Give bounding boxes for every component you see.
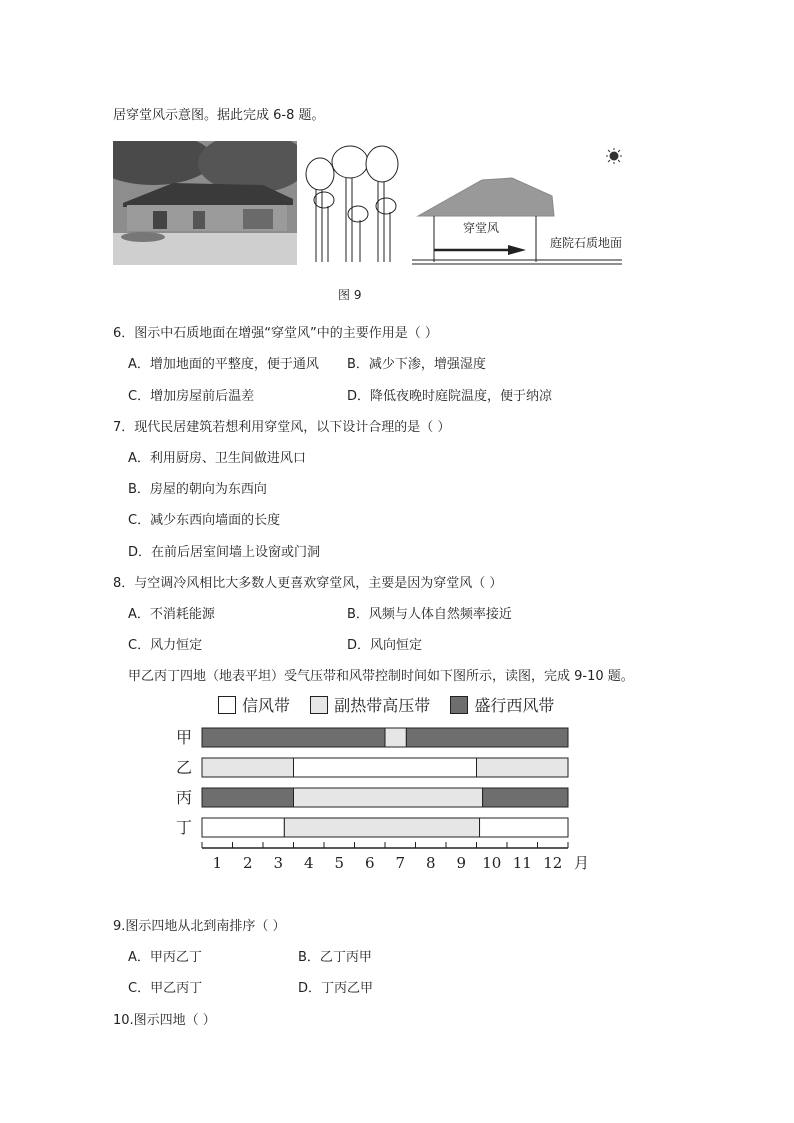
belt-segment	[385, 728, 406, 747]
row-label: 丙	[176, 788, 193, 807]
x-tick-label: 4	[303, 854, 314, 872]
belt-segment	[294, 788, 483, 807]
q7-option-b: B．房屋的朝向为东西向	[128, 482, 267, 497]
belt-segment	[202, 758, 294, 777]
q8-option-b: B．风频与人体自然频率接近	[347, 607, 512, 622]
q9-stem: 9.图示四地从北到南排序（ ）	[113, 919, 286, 934]
q7-option-c: C．减少东西向墙面的长度	[128, 513, 281, 528]
belt-segment	[202, 818, 284, 837]
x-tick-label: 2	[242, 854, 253, 872]
trees-drawing	[302, 144, 412, 270]
q6-stem: 6．图示中石质地面在增强“穿堂风”中的主要作用是（ ）	[113, 326, 438, 341]
legend-label: 盛行西风带	[474, 696, 555, 715]
x-tick-label: 9	[456, 854, 467, 872]
row-label: 丁	[176, 818, 193, 837]
courtyard-photo	[113, 141, 297, 265]
x-tick-label: 1	[212, 854, 223, 872]
x-unit: 月	[574, 854, 590, 872]
x-tick-label: 7	[395, 854, 406, 872]
x-tick-label: 8	[425, 854, 436, 872]
q6-option-a: A．增加地面的平整度，便于通风	[128, 357, 319, 372]
q8-option-c: C．风力恒定	[128, 638, 203, 653]
q8-stem: 8．与空调冷风相比大多数人更喜欢穿堂风，主要是因为穿堂风（ ）	[113, 576, 503, 591]
q7-option-a: A．利用厨房、卫生间做进风口	[128, 451, 306, 466]
belt-segment	[477, 758, 569, 777]
belt-segment	[202, 788, 294, 807]
q10-stem: 10.图示四地（ ）	[113, 1013, 216, 1028]
x-tick-label: 11	[512, 854, 532, 872]
legend-item-westerlies	[450, 696, 554, 715]
chart-legend	[218, 693, 554, 716]
label-wind: 穿堂风	[463, 221, 500, 235]
q8-option-a: A．不消耗能源	[128, 607, 215, 622]
q9-option-a: A．甲丙乙丁	[128, 950, 202, 965]
label-ground: 庭院石质地面	[550, 236, 623, 250]
x-tick-label: 10	[482, 854, 502, 872]
q9-option-d: D．丁丙乙甲	[298, 981, 374, 996]
x-tick-label: 3	[273, 854, 284, 872]
belt-segment	[284, 818, 479, 837]
row-label: 乙	[176, 758, 193, 777]
belt-segment	[480, 818, 568, 837]
house-schematic	[412, 146, 627, 274]
q7-stem: 7．现代民居建筑若想利用穿堂风，以下设计合理的是（ ）	[113, 420, 451, 435]
q7-option-d: D．在前后居室间墙上设窗或门洞	[128, 545, 321, 560]
belt-segment	[294, 758, 477, 777]
q8-option-d: D．风向恒定	[347, 638, 423, 653]
figure9-caption: 图 9	[338, 288, 362, 302]
legend-item-trade	[218, 696, 290, 715]
intro-q6-8: 居穿堂风示意图。据此完成 6-8 题。	[113, 108, 325, 123]
q6-option-c: C．增加房屋前后温差	[128, 389, 255, 404]
x-tick-label: 6	[364, 854, 375, 872]
intro-q9-10: 甲乙丙丁四地（地表平坦）受气压带和风带控制时间如下图所示，读图，完成 9-10 题。	[128, 669, 634, 684]
q6-option-d: D．降低夜晚时庭院温度，便于纳凉	[347, 389, 553, 404]
legend-item-subtropical-high	[310, 696, 430, 715]
belt-segment	[483, 788, 568, 807]
x-tick-label: 12	[543, 854, 563, 872]
legend-swatch	[310, 696, 328, 714]
belt-segment	[202, 728, 385, 747]
legend-swatch	[450, 696, 468, 714]
belt-chart	[160, 722, 610, 874]
legend-swatch	[218, 696, 236, 714]
belt-segment	[406, 728, 568, 747]
q9-option-b: B．乙丁丙甲	[298, 950, 372, 965]
q6-option-b: B．减少下渗，增强湿度	[347, 357, 486, 372]
legend-label: 副热带高压带	[334, 696, 431, 715]
q9-option-c: C．甲乙丙丁	[128, 981, 203, 996]
x-tick-label: 5	[334, 854, 345, 872]
row-label: 甲	[176, 728, 193, 747]
legend-label: 信风带	[242, 696, 291, 715]
